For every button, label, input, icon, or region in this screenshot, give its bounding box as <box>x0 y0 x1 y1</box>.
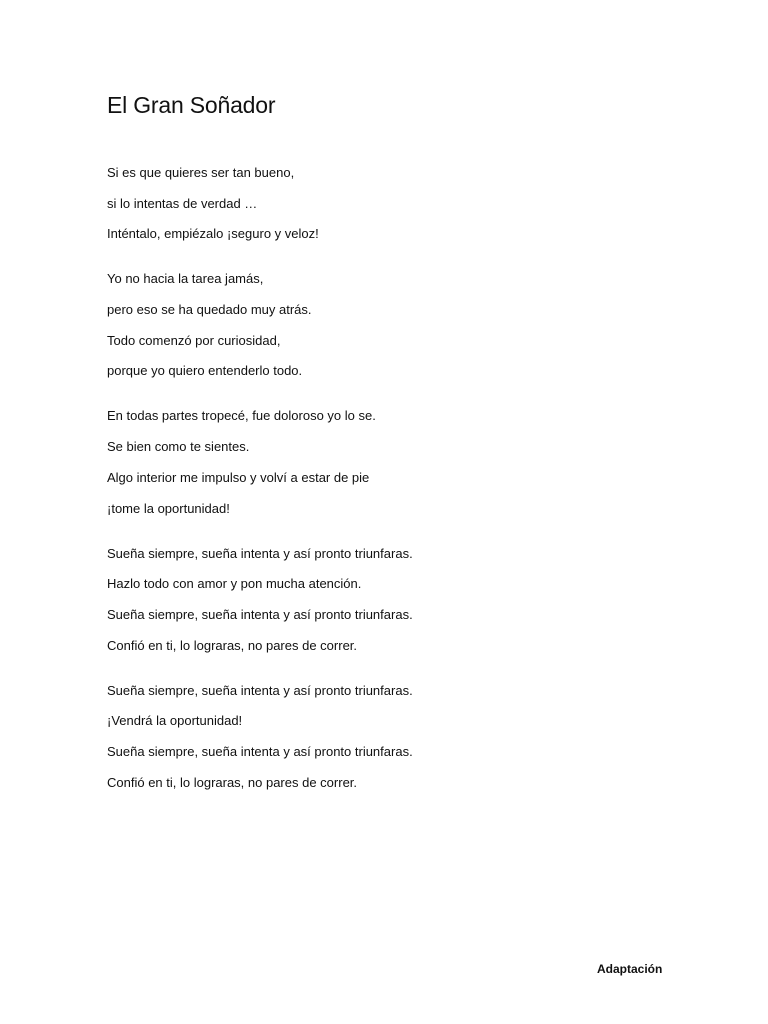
poem-line: Inténtalo, empiézalo ¡seguro y veloz! <box>107 226 319 242</box>
stanza-4 <box>107 546 707 653</box>
poem-line: Algo interior me impulso y volví a estar de pie <box>107 469 370 485</box>
stanza-1 <box>107 165 707 241</box>
poem-line: Sueña siempre, sueña intenta y así pronto triunfaras. <box>107 682 413 698</box>
poem-line: Hazlo todo con amor y pon mucha atención. <box>107 576 362 592</box>
stanza-3 <box>107 408 707 515</box>
poem-line: pero eso se ha quedado muy atrás. <box>107 302 312 318</box>
poem-body <box>107 165 707 820</box>
document-title: El Gran Soñador <box>107 92 276 118</box>
poem-line: Todo comenzó por curiosidad, <box>107 332 281 348</box>
poem-line: Confió en ti, lo lograras, no pares de correr. <box>107 774 358 790</box>
poem-line: si lo intentas de verdad … <box>107 195 258 211</box>
stanza-5 <box>107 683 707 790</box>
stanza-2 <box>107 271 707 378</box>
footer-note: Adaptación <box>597 962 663 976</box>
poem-line: Sueña siempre, sueña intenta y así pronto triunfaras. <box>107 606 413 622</box>
poem-line: Sueña siempre, sueña intenta y así pronto triunfaras. <box>107 743 413 759</box>
poem-line: Si es que quieres ser tan bueno, <box>107 165 295 180</box>
poem-line: Se bien como te sientes. <box>107 439 250 455</box>
poem-line: En todas partes tropecé, fue doloroso yo lo se. <box>107 408 376 424</box>
poem-line: ¡Vendrá la oportunidad! <box>107 713 243 729</box>
poem-line: Confió en ti, lo lograras, no pares de correr. <box>107 637 358 653</box>
poem-line: ¡tome la oportunidad! <box>107 500 230 516</box>
poem-line: porque yo quiero entenderlo todo. <box>107 363 303 379</box>
poem-line: Sueña siempre, sueña intenta y así pronto triunfaras. <box>107 545 413 561</box>
poem-line: Yo no hacia la tarea jamás, <box>107 271 264 287</box>
